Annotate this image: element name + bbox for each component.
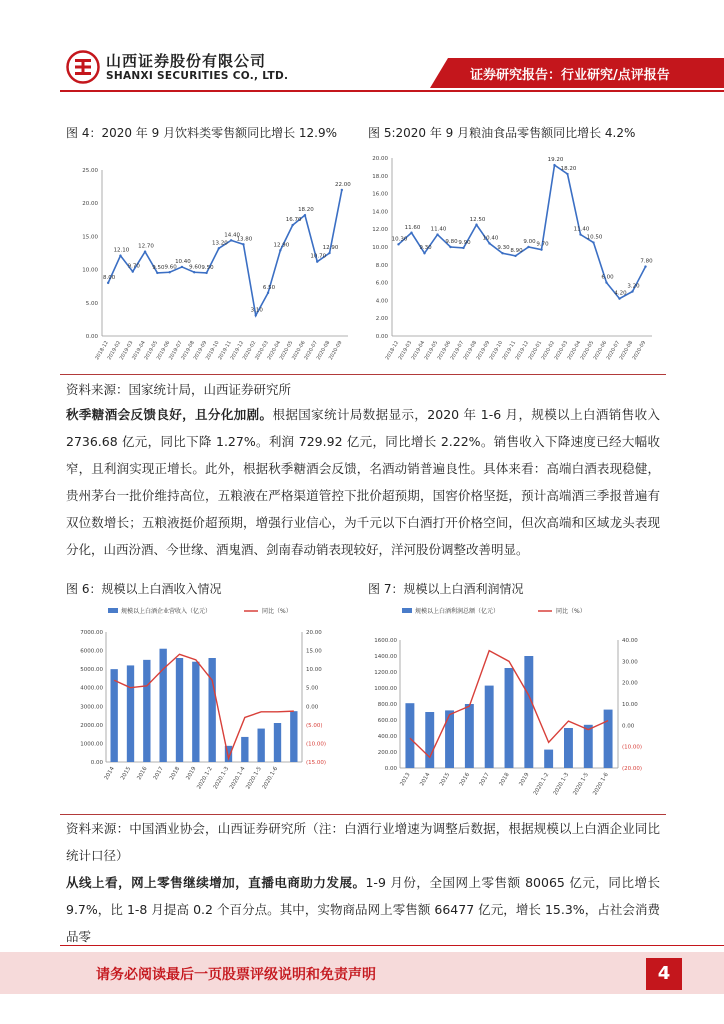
y-tick-label: 20.00 <box>372 156 388 162</box>
bar <box>465 704 474 768</box>
data-label: 4.20 <box>614 290 627 297</box>
data-label: 12.10 <box>113 247 130 254</box>
bar <box>485 686 494 768</box>
data-label: 9.30 <box>497 245 510 252</box>
data-point <box>218 247 220 249</box>
figure-4-title: 图 4：2020 年 9 月饮料类零售额同比增长 12.9% <box>66 126 338 140</box>
data-label: 6.00 <box>601 274 614 281</box>
bar <box>110 669 117 762</box>
figure-7-chart <box>360 602 660 808</box>
figure-6-chart <box>66 602 356 808</box>
y-tick-label: 14.00 <box>372 209 388 216</box>
x-tick-label: 2019-04 <box>410 340 427 362</box>
x-tick-label: 2019-06 <box>436 340 453 362</box>
data-point <box>618 297 620 299</box>
x-tick-label: 2019-11 <box>217 340 233 362</box>
y2-tick-label: 40.00 <box>622 638 638 644</box>
x-tick-label: 2016 <box>136 766 149 782</box>
data-point <box>397 243 399 245</box>
x-tick-label: 2020-09 <box>327 340 344 362</box>
data-label: 7.80 <box>640 258 653 265</box>
figure-7-title: 图 7：规模以上白酒利润情况 <box>368 582 524 596</box>
data-point <box>267 292 269 294</box>
x-tick-label: 2020.1-5 <box>572 772 591 797</box>
y-tick-label: 2.00 <box>375 316 388 323</box>
y-tick-label: 18.00 <box>372 173 388 180</box>
data-point <box>540 248 542 250</box>
footer-divider <box>60 945 724 946</box>
data-label: 9.60 <box>164 264 177 271</box>
x-tick-label: 2019-12 <box>229 340 246 362</box>
y-tick-label: 10.00 <box>82 267 98 274</box>
data-point <box>605 281 607 283</box>
y2-tick-label: 0.00 <box>622 723 635 730</box>
data-point <box>553 164 555 166</box>
y-tick-label: 5000.00 <box>80 667 103 674</box>
data-label: 10.30 <box>391 236 408 243</box>
x-tick-label: 2020.1-2 <box>196 766 214 791</box>
bar <box>524 656 533 768</box>
data-point <box>488 242 490 244</box>
y-tick-label: 1000.00 <box>80 741 103 748</box>
y-tick-label: 3000.00 <box>80 704 103 711</box>
x-tick-label: 2019-03 <box>118 340 135 362</box>
y-tick-label: 600.00 <box>377 718 397 724</box>
data-label: 9.70 <box>536 241 549 248</box>
y2-tick-label: 30.00 <box>622 659 638 666</box>
source-divider-1 <box>60 374 666 375</box>
data-label: 10.50 <box>586 234 603 241</box>
x-tick-label: 2019-02 <box>106 340 123 362</box>
data-point <box>436 233 438 235</box>
x-tick-label: 2020-04 <box>266 340 283 362</box>
bar <box>544 750 553 768</box>
x-tick-label: 2020-05 <box>278 340 295 362</box>
x-tick-label: 2018 <box>498 772 511 788</box>
y-tick-label: 1200.00 <box>374 670 397 676</box>
data-point <box>304 214 306 216</box>
header-divider <box>60 90 724 92</box>
x-tick-label: 2020-09 <box>631 340 648 362</box>
x-tick-label: 2019-07 <box>168 340 184 362</box>
x-tick-label: 2020-06 <box>291 340 307 362</box>
y-tick-label: 25.00 <box>82 168 98 174</box>
x-tick-label: 2013 <box>399 772 412 788</box>
data-label: 19.20 <box>547 157 564 164</box>
figure-5-chart <box>360 148 660 370</box>
paragraph-baijiu <box>66 401 660 563</box>
x-tick-label: 2020-07 <box>605 340 622 362</box>
data-point <box>205 272 207 274</box>
data-label: 10.40 <box>175 258 191 265</box>
bar <box>604 710 613 768</box>
bar <box>564 728 573 768</box>
data-label: 3.20 <box>627 283 640 290</box>
x-tick-label: 2014 <box>103 766 116 782</box>
x-tick-label: 2020-03 <box>254 340 270 362</box>
x-tick-label: 2020.1-6 <box>261 766 280 791</box>
y-tick-label: 20.00 <box>82 201 98 208</box>
bar <box>143 660 150 762</box>
data-label: 13.20 <box>211 240 228 247</box>
source-note-1: 资料来源：国家统计局，山西证券研究所 <box>66 382 292 397</box>
data-point <box>328 252 330 254</box>
data-label: 18.20 <box>560 166 577 173</box>
y2-tick-label: (15.00) <box>306 760 327 766</box>
bar <box>257 729 264 762</box>
data-point <box>566 173 568 175</box>
x-tick-label: 2019-05 <box>143 340 160 362</box>
bar <box>127 665 134 762</box>
x-tick-label: 2019 <box>185 766 198 782</box>
x-tick-label: 2020.1-6 <box>592 772 610 797</box>
data-label: 10.40 <box>482 235 499 242</box>
page-header <box>0 0 724 92</box>
x-tick-label: 2017 <box>152 766 165 782</box>
y-tick-label: 7000.00 <box>80 630 103 636</box>
bar <box>192 662 199 762</box>
data-label: 9.30 <box>419 245 432 252</box>
y2-tick-label: 10.00 <box>622 702 638 708</box>
data-point <box>341 189 343 191</box>
data-label: 8.90 <box>510 247 523 254</box>
data-point <box>501 252 503 254</box>
data-point <box>449 246 451 248</box>
data-label: 12.90 <box>322 245 339 251</box>
y2-tick-label: 20.00 <box>622 680 638 687</box>
y-tick-label: 1600.00 <box>374 638 397 644</box>
x-tick-label: 2020-08 <box>315 340 332 362</box>
bar <box>176 658 183 762</box>
source-note-2: 资料来源：中国酒业协会，山西证券研究所（注：白酒行业增速为调整后数据，根据规模以上白酒企业同比统计口径） <box>66 821 660 863</box>
bar <box>584 725 593 768</box>
data-point <box>279 249 281 251</box>
data-label: 12.70 <box>138 243 154 250</box>
y2-tick-label: (20.00) <box>622 766 643 772</box>
figure-6-title: 图 6：规模以上白酒收入情况 <box>66 582 222 596</box>
x-tick-label: 2019-08 <box>180 340 196 362</box>
bar <box>208 658 215 762</box>
y-tick-label: 6000.00 <box>80 648 103 655</box>
x-tick-label: 2019-07 <box>449 340 466 362</box>
data-point <box>644 265 646 267</box>
y2-tick-label: 5.00 <box>306 685 319 692</box>
legend-line-label: 同比（%） <box>262 608 292 615</box>
x-tick-label: 2014 <box>419 772 432 788</box>
y2-tick-label: (5.00) <box>306 722 323 729</box>
y2-tick-label: (10.00) <box>622 744 643 751</box>
data-point <box>107 282 109 284</box>
y-tick-label: 2000.00 <box>80 722 103 729</box>
data-label: 8.00 <box>103 274 116 281</box>
bar <box>241 737 248 762</box>
x-tick-label: 2019-10 <box>488 340 505 362</box>
x-tick-label: 2020.1-4 <box>229 766 247 791</box>
data-label: 11.40 <box>573 226 590 233</box>
legend-line-label: 同比（%） <box>556 608 586 615</box>
y2-tick-label: 0.00 <box>306 704 319 711</box>
data-label: 18.20 <box>298 207 314 214</box>
legend-bar-label: 规模以上白酒企业营收入（亿元） <box>121 608 212 615</box>
shanxi-securities-logo-icon <box>66 50 100 84</box>
disclaimer-link[interactable]: 请务必阅读最后一页股票评级说明和免责声明 <box>96 967 376 983</box>
data-point <box>132 270 134 272</box>
y-tick-label: 800.00 <box>377 702 397 708</box>
data-point <box>168 271 170 273</box>
x-tick-label: 2018-12 <box>384 340 401 362</box>
company-name-en: SHANXI SECURITIES CO., LTD. <box>106 70 289 82</box>
data-label: 12.90 <box>273 242 290 249</box>
x-tick-label: 2019-11 <box>501 340 518 362</box>
data-point <box>514 255 516 257</box>
company-name-cn: 山西证券股份有限公司 <box>106 52 267 70</box>
x-tick-label: 2018 <box>169 766 182 782</box>
paragraph-online-body: 1-9 月份，全国网上零售额 80065 亿元，同比增长 9.7%，比 1-8 月提高 0.2 个百分点。其中，实物商品网上零售额 66477 亿元，增长 15.3%，占社会消费品零 <box>66 875 660 944</box>
paragraph-online <box>66 869 660 950</box>
page-number: 4 <box>646 958 682 990</box>
data-label: 3.10 <box>250 307 263 314</box>
data-point <box>475 224 477 226</box>
x-tick-label: 2015 <box>120 766 133 782</box>
y-tick-label: 8.00 <box>375 262 388 269</box>
report-type: 证券研究报告：行业研究/点评报告 <box>470 68 670 83</box>
data-label: 9.80 <box>445 239 458 245</box>
x-tick-label: 2019-08 <box>462 340 479 362</box>
legend-bar-label: 规模以上白酒利润总额（亿元） <box>415 608 500 615</box>
data-point <box>579 233 581 235</box>
x-tick-label: 2019 <box>518 772 531 788</box>
y-tick-label: 0.00 <box>85 334 98 340</box>
legend-bar-swatch <box>402 608 412 613</box>
y-tick-label: 200.00 <box>377 750 397 756</box>
y2-tick-label: (10.00) <box>306 741 327 748</box>
data-label: 16.70 <box>285 217 302 224</box>
data-label: 10.70 <box>310 253 327 260</box>
x-tick-label: 2019-10 <box>204 340 221 362</box>
x-tick-label: 2018-12 <box>94 340 110 362</box>
y-tick-label: 10.00 <box>372 245 388 251</box>
x-tick-label: 2019-05 <box>423 340 440 362</box>
paragraph-baijiu-lead: 秋季糖酒会反馈良好，且分化加剧。 <box>66 407 273 422</box>
bar <box>159 649 166 762</box>
x-tick-label: 2020-03 <box>553 340 570 362</box>
y2-tick-label: 10.00 <box>306 667 322 674</box>
x-tick-label: 2019-09 <box>192 340 209 362</box>
x-tick-label: 2019-06 <box>155 340 172 362</box>
data-point <box>631 290 633 292</box>
data-point <box>230 239 232 241</box>
x-tick-label: 2016 <box>458 772 472 788</box>
y-tick-label: 0.00 <box>384 766 397 772</box>
bar <box>505 668 514 768</box>
data-point <box>527 246 529 248</box>
y-tick-label: 12.00 <box>372 227 388 234</box>
y-tick-label: 16.00 <box>372 191 388 198</box>
data-label: 12.50 <box>469 216 486 223</box>
data-point <box>193 271 195 273</box>
bar <box>274 723 281 762</box>
data-point <box>144 250 146 252</box>
x-tick-label: 2019-09 <box>475 340 492 362</box>
data-label: 9.70 <box>127 263 140 270</box>
data-point <box>119 254 121 256</box>
x-tick-label: 2020-02 <box>241 340 258 362</box>
figure-4-chart <box>66 148 356 370</box>
x-tick-label: 2017 <box>478 772 491 788</box>
paragraph-baijiu-body: 根据国家统计局数据显示，2020 年 1-6 月，规模以上白酒销售收入 2736.68 亿元，同比下降 1.27%。利润 729.92 亿元，同比增长 2.22%。销售收入下降速度已经大幅收窄，且利润实现正增长。此外，根据秋季糖酒会反馈，名酒动销普遍良性。具体来看：高端白酒表现稳健，贵州茅台一批价维持高位，五粮液在严格渠道管控下批价超预期，国窖价格坚挺，预计高端酒三季报普遍有双位数增长；五粮液挺价超预期，增强行业信心，为千元以下白酒打开价格空间，但次高端和区域龙头表现分化，山西汾酒、今世缘、酒鬼酒、剑南春动销表现较好，洋河股份调整改善明显。 <box>66 407 660 557</box>
x-tick-label: 2020-01 <box>527 340 544 362</box>
x-tick-label: 2020-08 <box>618 340 635 362</box>
paragraph-online-lead: 从线上看，网上零售继续增加，直播电商助力发展。 <box>66 875 366 890</box>
y-tick-label: 0.00 <box>375 334 388 340</box>
data-label: 9.90 <box>458 239 471 246</box>
data-point <box>423 252 425 254</box>
y-tick-label: 1000.00 <box>374 686 397 692</box>
x-tick-label: 2020-02 <box>540 340 557 362</box>
growth-line <box>114 654 294 758</box>
x-tick-label: 2020-05 <box>579 340 596 362</box>
data-point <box>242 243 244 245</box>
data-label: 13.80 <box>236 236 253 243</box>
bar <box>405 703 414 768</box>
bar <box>445 710 454 768</box>
data-label: 9.00 <box>523 239 536 245</box>
x-tick-label: 2019-04 <box>131 340 147 362</box>
legend-bar-swatch <box>108 608 118 613</box>
data-label: 22.00 <box>334 181 351 188</box>
y-tick-label: 400.00 <box>377 734 397 740</box>
bar <box>425 712 434 768</box>
data-point <box>462 247 464 249</box>
y-tick-label: 4000.00 <box>80 685 103 692</box>
x-tick-label: 2020.1-2 <box>532 772 551 797</box>
x-tick-label: 2015 <box>439 772 452 788</box>
x-tick-label: 2020-07 <box>303 340 319 362</box>
data-label: 6.50 <box>262 284 276 291</box>
data-point <box>255 314 257 316</box>
data-point <box>592 241 594 243</box>
y2-tick-label: 15.00 <box>306 648 322 655</box>
data-label: 9.60 <box>189 264 202 271</box>
x-tick-label: 2020-04 <box>566 340 583 362</box>
x-tick-label: 2020-06 <box>592 340 609 362</box>
y-tick-label: 15.00 <box>82 234 98 241</box>
y-tick-label: 4.00 <box>375 298 388 305</box>
data-label: 14.40 <box>224 232 241 239</box>
y-tick-label: 1400.00 <box>374 654 397 660</box>
x-tick-label: 2020.1-3 <box>552 772 571 797</box>
data-label: 9.50 <box>201 264 214 271</box>
data-point <box>291 224 293 226</box>
figure-5-title: 图 5:2020 年 9 月粮油食品零售额同比增长 4.2% <box>368 126 636 140</box>
y-tick-label: 0.00 <box>90 760 103 766</box>
data-point <box>410 232 412 234</box>
y2-tick-label: 20.00 <box>306 630 322 636</box>
data-label: 11.60 <box>404 224 421 231</box>
x-tick-label: 2020.1-5 <box>245 766 263 791</box>
x-tick-label: 2019-12 <box>514 340 531 362</box>
x-tick-label: 2020.1-3 <box>212 766 231 791</box>
y-tick-label: 6.00 <box>375 280 388 287</box>
data-point <box>316 260 318 262</box>
bar <box>290 711 297 762</box>
data-label: 9.50 <box>152 264 165 271</box>
data-label: 11.40 <box>430 226 447 233</box>
x-tick-label: 2019-03 <box>397 340 414 362</box>
y-tick-label: 5.00 <box>85 300 98 307</box>
data-point <box>156 272 158 274</box>
data-point <box>181 266 183 268</box>
